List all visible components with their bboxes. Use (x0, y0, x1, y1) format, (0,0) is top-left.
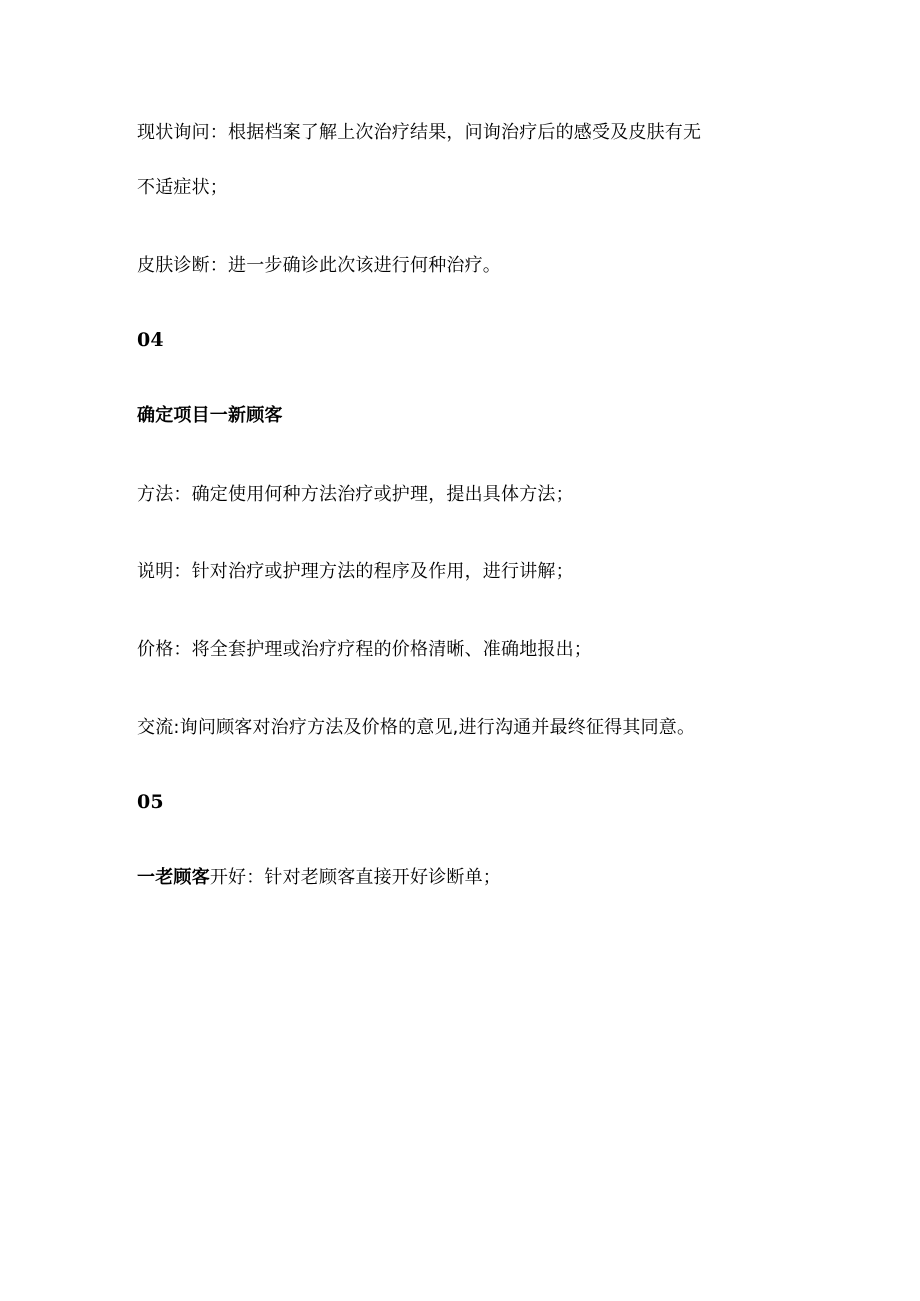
section-number-05: 05 (137, 791, 164, 813)
section-heading-new-customer: 确定项目一新顾客 (137, 405, 283, 426)
paragraph-communication: 交流:询问顾客对治疗方法及价格的意见,进行沟通并最终征得其同意。 (137, 717, 696, 738)
paragraph-status-inquiry-line2: 不适症状； (137, 177, 228, 198)
old-customer-heading: 一老顾客 (137, 867, 210, 888)
paragraph-price: 价格：将全套护理或治疗疗程的价格清晰、准确地报出； (137, 639, 592, 660)
paragraph-explanation: 说明：针对治疗或护理方法的程序及作用，进行讲解； (137, 561, 574, 582)
old-customer-text: 开好：针对老顾客直接开好诊断单； (209, 867, 502, 888)
paragraph-skin-diagnosis: 皮肤诊断：进一步确诊此次该进行何种治疗。 (137, 255, 501, 276)
paragraph-method: 方法：确定使用何种方法治疗或护理，提出具体方法； (137, 484, 574, 505)
paragraph-status-inquiry-line1: 现状询问：根据档案了解上次治疗结果，问询治疗后的感受及皮肤有无 (137, 122, 702, 143)
paragraph-old-customer (137, 866, 501, 890)
section-number-04: 04 (137, 329, 164, 351)
